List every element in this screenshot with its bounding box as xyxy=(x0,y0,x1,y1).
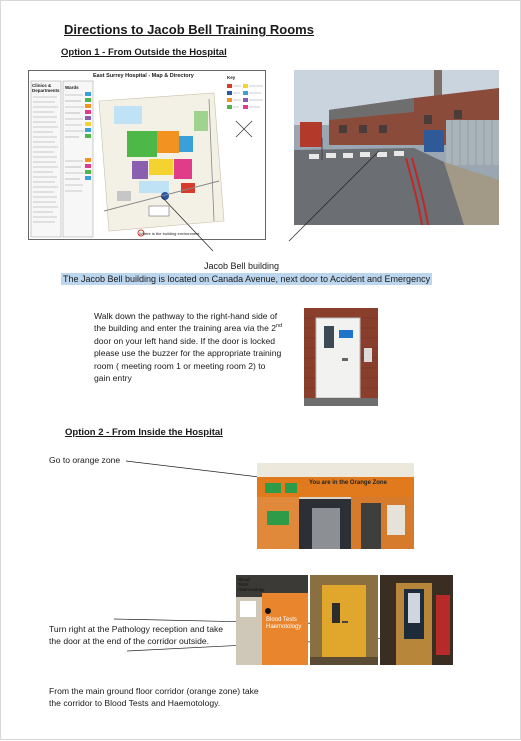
pathology-instruction: Turn right at the Pathology reception and take the door at the end of the corridor outside. xyxy=(49,624,224,647)
map-clinics-heading: Clinics & Departments xyxy=(32,83,60,93)
orange-zone-sign: You are in the Orange Zone xyxy=(309,480,387,486)
option2-heading: Option 2 - From Inside the Hospital xyxy=(65,427,223,438)
walk-text-part-b: door on your left hand side. If the door is locked please use the buzzer for the appropriate training room ( meeting room 1 or meeting room 2) to gain entry xyxy=(94,335,282,384)
door-photo-graphic xyxy=(304,308,378,406)
map-title: East Surrey Hospital - Map & Directory xyxy=(93,73,194,79)
blood-tests-top-sign: Blood Tests Haemotology xyxy=(238,577,265,592)
walk-text-part-a: Walk down the pathway to the right-hand side of the building and enter the training area via the 2 xyxy=(94,311,278,334)
option1-heading: Option 1 - From Outside the Hospital xyxy=(61,47,227,58)
blood-tests-wall-sign: Blood Tests Haemotology xyxy=(266,617,302,630)
page-title: Directions to Jacob Bell Training Rooms xyxy=(64,22,314,37)
location-note: The Jacob Bell building is located on Canada Avenue, next door to Accident and Emergency xyxy=(63,274,431,284)
walk-directions-text xyxy=(94,310,284,384)
corridor-photo-strip xyxy=(236,575,453,665)
map-wards-heading: Wards xyxy=(65,85,79,90)
map-footer: Where is the building environment xyxy=(139,231,200,236)
training-door-photo xyxy=(304,308,378,406)
orange-zone-instruction: Go to orange zone xyxy=(49,455,121,465)
walk-text-ordinal: nd xyxy=(276,323,283,330)
map-key-heading: Key xyxy=(227,75,236,80)
building-photo-caption: Jacob Bell building xyxy=(204,261,280,271)
corridor-instruction: From the main ground floor corridor (orange zone) take the corridor to Blood Tests and Haemotology. xyxy=(49,686,259,709)
orange-zone-photo xyxy=(257,463,414,549)
orange-zone-photo-graphic xyxy=(257,463,414,549)
